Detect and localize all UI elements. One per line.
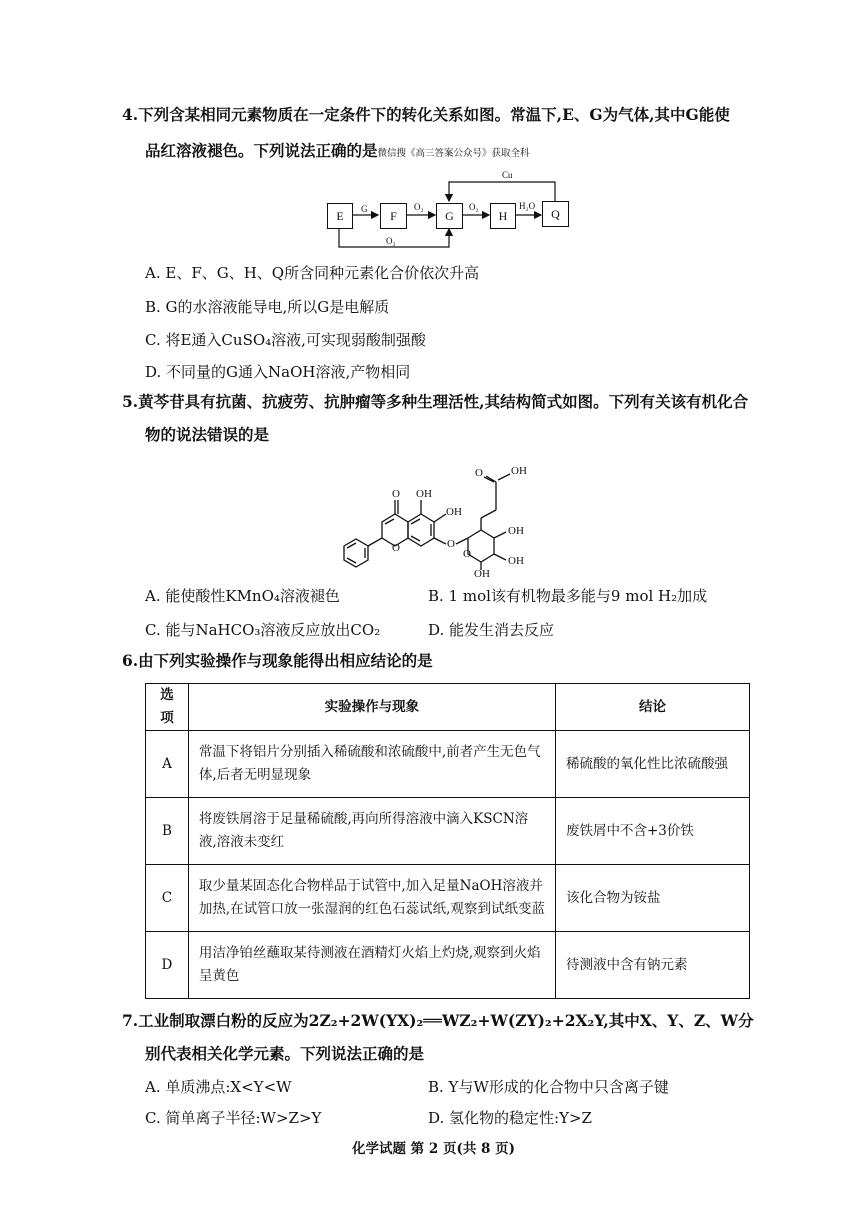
operation-line: 呈黄色 [198,968,240,984]
label-oh-4: OH [508,555,524,567]
label-oh-1: OH [416,488,432,500]
row-conclusion: 该化合物为铵盐 [555,865,749,932]
box-E: E [327,203,353,229]
table-row [146,731,750,798]
q7-option-b: B. Y与W形成的化合物中只含离子键 [428,1078,669,1096]
row-conclusion: 待测液中含有钠元素 [555,932,749,999]
q4-stem-text: 品红溶液褪色。下列说法正确的是 [145,141,378,160]
label-E-G: O₂ [386,236,396,246]
row-option: D [146,932,189,999]
page-footer: 化学试题 第 2 页(共 8 页) [351,1141,516,1157]
table-row [146,932,750,999]
label-sugar-o: O [463,548,471,560]
q4-option-d: D. 不同量的G通入NaOH溶液,产物相同 [145,363,411,381]
label-cooh-o: O [475,467,483,479]
q5-option-a: A. 能使酸性KMnO₄溶液褪色 [145,587,340,605]
q7-stem-line1: 7.工业制取漂白粉的反应为2Z₂+2W(YX)₂══WZ₂+W(ZY)₂+2X₂Y,其中X、Y、Z、W分 [122,1011,754,1030]
header-conclusion: 结论 [555,684,749,731]
label-oh-2: OH [446,506,462,518]
label-cooh-oh: OH [511,465,527,477]
q5-option-c: C. 能与NaHCO₃溶液反应放出CO₂ [145,621,381,639]
label-Q-G: Cu [502,170,513,180]
label-link-o: O [447,538,455,550]
q5-option-d: D. 能发生消去反应 [428,621,555,639]
operation-line: 体,后者无明显现象 [198,767,312,783]
experiment-table [145,683,750,999]
q4-option-a: A. E、F、G、H、Q所含同种元素化合价依次升高 [145,264,480,282]
operation-line: 液,溶液未变红 [198,834,285,850]
operation-line: 加热,在试管口放一张湿润的红色石蕊试纸,观察到试纸变蓝 [198,901,545,917]
label-G-H: O₂ [469,202,479,212]
label-E-F: G [361,204,368,214]
row-operation [188,865,555,932]
operation-line: 将废铁屑溶于足量稀硫酸,再向所得溶液中滴入KSCN溶 [198,811,529,827]
table-row [146,865,750,932]
table-header-row [146,684,750,731]
q4-option-c: C. 将E通入CuSO₄溶液,可实现弱酸制强酸 [145,331,426,349]
label-oh-3: OH [508,525,524,537]
structure-diagram [336,452,576,580]
box-Q: Q [542,201,569,227]
label-F-G: O₂ [414,202,424,212]
row-option: C [146,865,189,932]
label-ring-o: O [392,542,400,554]
q4-stem-line2 [145,140,530,165]
q6-stem: 6.由下列实验操作与现象能得出相应结论的是 [122,651,433,670]
operation-line: 常温下将铝片分别插入稀硫酸和浓硫酸中,前者产生无色气 [198,744,541,760]
label-H-Q: H₂O [519,201,536,211]
q4-option-b: B. G的水溶液能导电,所以G是电解质 [145,298,390,316]
row-option: B [146,798,189,865]
box-G: G [436,203,463,229]
q7-option-d: D. 氢化物的稳定性:Y>Z [428,1109,592,1127]
table-row [146,798,750,865]
label-oh-5: OH [474,568,490,580]
header-option: 选项 [146,684,189,731]
operation-line: 用洁净铂丝蘸取某待测液在酒精灯火焰上灼烧,观察到火焰 [198,945,541,961]
row-conclusion: 稀硫酸的氧化性比浓硫酸强 [555,731,749,798]
q7-option-a: A. 单质沸点:X<Y<W [145,1078,292,1096]
row-conclusion: 废铁屑中不含+3价铁 [555,798,749,865]
row-operation [188,932,555,999]
q5-stem-line1: 5.黄芩苷具有抗菌、抗疲劳、抗肿瘤等多种生理活性,其结构简式如图。下列有关该有机化合 [122,392,749,411]
box-H: H [490,203,516,229]
row-operation [188,798,555,865]
q7-option-c: C. 简单离子半径:W>Z>Y [145,1109,322,1127]
q4-stem-line1: 4.下列含某相同元素物质在一定条件下的转化关系如图。常温下,E、G为气体,其中G能使 [122,105,730,124]
label-carbonyl-o: O [392,488,400,500]
row-operation [188,731,555,798]
box-F: F [380,203,407,229]
q5-option-b: B. 1 mol该有机物最多能与9 mol H₂加成 [428,587,708,605]
conversion-diagram [326,168,576,250]
row-option: A [146,731,189,798]
watermark-text: 微信搜《高三答案公众号》获取全科 [377,148,530,159]
header-operation: 实验操作与现象 [188,684,555,731]
operation-line: 取少量某固态化合物样品于试管中,加入足量NaOH溶液并 [198,878,543,894]
q5-stem-line2: 物的说法错误的是 [145,425,270,444]
q7-stem-line2: 别代表相关化学元素。下列说法正确的是 [145,1044,425,1063]
